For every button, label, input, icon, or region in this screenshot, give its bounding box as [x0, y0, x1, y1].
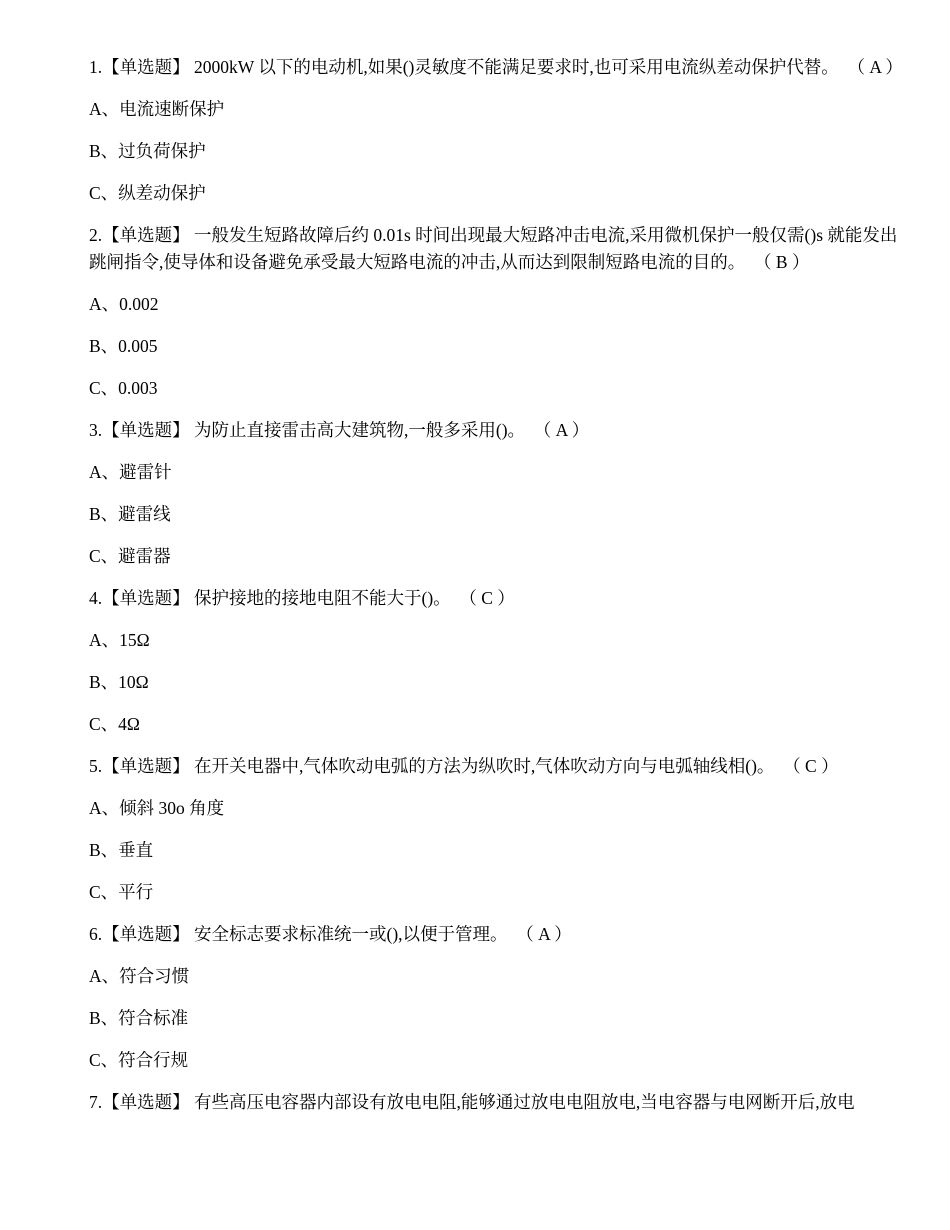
question-3	[89, 417, 907, 570]
question-text	[89, 1089, 907, 1116]
question-type: 【单选题】	[102, 57, 190, 77]
question-7	[89, 1089, 907, 1116]
question-text	[89, 921, 907, 948]
document-page	[89, 54, 907, 1131]
question-type: 【单选题】	[102, 1092, 190, 1112]
question-5	[89, 753, 907, 906]
answer-close: ）	[791, 252, 810, 272]
option-b: B、过负荷保护	[89, 141, 206, 161]
answer-open: （	[533, 420, 552, 440]
question-text	[89, 222, 907, 276]
answer-open: （	[459, 588, 477, 608]
question-text	[89, 585, 907, 612]
question-type: 【单选题】	[102, 420, 190, 440]
question-type: 【单选题】	[102, 756, 190, 776]
question-type: 【单选题】	[102, 225, 190, 245]
question-stem: 安全标志要求标准统一或(),以便于管理。	[194, 924, 508, 944]
option-b: B、避雷线	[89, 504, 171, 524]
question-stem: 保护接地的接地电阻不能大于()。	[194, 588, 451, 608]
option-a: A、倾斜 30o 角度	[89, 798, 225, 818]
question-1	[89, 54, 907, 207]
answer-close: ）	[571, 420, 590, 440]
answer: C	[805, 756, 817, 776]
answer: A	[869, 57, 882, 77]
option-a: A、15Ω	[89, 630, 150, 650]
option-a: A、0.002	[89, 294, 159, 314]
question-stem: 2000kW 以下的电动机,如果()灵敏度不能满足要求时,也可采用电流纵差动保护代替。	[194, 57, 839, 77]
question-number: 3.	[89, 420, 103, 440]
answer-close: ）	[554, 924, 572, 944]
option-c: C、避雷器	[89, 546, 171, 566]
option-c: C、平行	[89, 882, 154, 902]
question-stem: 有些高压电容器内部设有放电电阻,能够通过放电电阻放电,当电容器与电网断开后,放电	[194, 1092, 855, 1112]
question-stem: 为防止直接雷击高大建筑物,一般多采用()。	[194, 420, 526, 440]
question-text	[89, 54, 907, 81]
option-b: B、符合标准	[89, 1008, 189, 1028]
option-c: C、符合行规	[89, 1050, 189, 1070]
answer-open: （	[516, 924, 534, 944]
question-text	[89, 417, 907, 444]
option-a: A、电流速断保护	[89, 99, 225, 119]
question-stem: 一般发生短路故障后约 0.01s 时间出现最大短路冲击电流,采用微机保护一般仅需()s 就能发出跳闸指令,使导体和设备避免承受最大短路电流的冲击,从而达到限制短路电流的目的。	[89, 225, 898, 272]
option-c: C、纵差动保护	[89, 183, 206, 203]
question-type: 【单选题】	[102, 924, 190, 944]
question-type: 【单选题】	[102, 588, 190, 608]
question-6	[89, 921, 907, 1074]
option-a: A、避雷针	[89, 462, 172, 482]
option-b: B、垂直	[89, 840, 154, 860]
question-number: 1.	[89, 57, 103, 77]
option-c: C、0.003	[89, 378, 158, 398]
question-number: 4.	[89, 588, 103, 608]
option-b: B、10Ω	[89, 672, 149, 692]
option-a: A、符合习惯	[89, 966, 190, 986]
question-number: 6.	[89, 924, 103, 944]
option-c: C、4Ω	[89, 714, 140, 734]
answer: A	[538, 924, 550, 944]
answer-close: ）	[497, 588, 515, 608]
question-number: 7.	[89, 1092, 103, 1112]
question-stem: 在开关电器中,气体吹动电弧的方法为纵吹时,气体吹动方向与电弧轴线相()。	[194, 756, 775, 776]
question-4	[89, 585, 907, 738]
answer-open: （	[783, 756, 801, 776]
question-number: 2.	[89, 225, 103, 245]
answer-close: ）	[885, 57, 903, 77]
answer-open: （	[754, 252, 772, 272]
question-2	[89, 222, 907, 402]
answer-close: ）	[821, 756, 839, 776]
option-b: B、0.005	[89, 336, 158, 356]
answer: A	[555, 420, 568, 440]
question-text	[89, 753, 907, 780]
answer: B	[775, 252, 788, 272]
answer: C	[481, 588, 493, 608]
question-number: 5.	[89, 756, 103, 776]
answer-open: （	[847, 57, 865, 77]
